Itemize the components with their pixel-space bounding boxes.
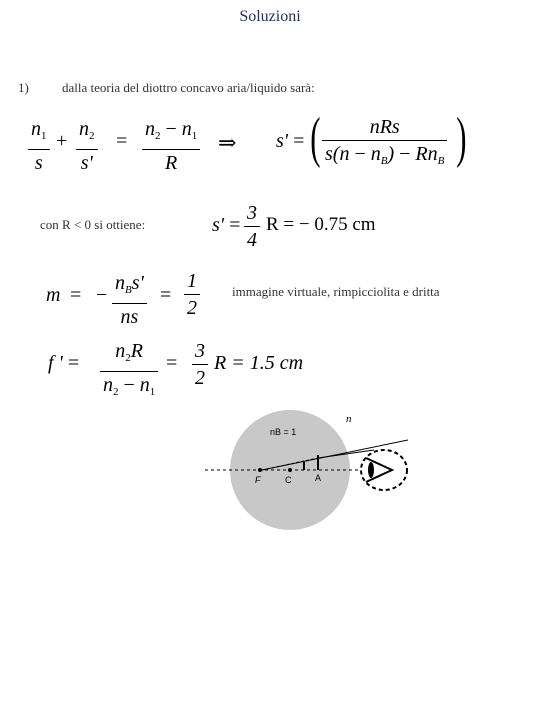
sprime-label: s' = — [276, 130, 305, 152]
fraction-nRs: nRs $s(n - n_B) - Rn_B$ — [322, 116, 447, 172]
right-paren: ) — [456, 107, 467, 169]
plus-sign: + — [56, 130, 68, 152]
fraction-1-2: 1 2 — [184, 270, 200, 319]
fraction-nBs-ns: $n_Bs'$ ns — [112, 272, 147, 328]
equals-sign-3: = — [160, 284, 172, 306]
implies-arrow: ⇒ — [218, 130, 237, 155]
item-number: 1) — [18, 80, 29, 95]
m-label: m — [46, 284, 61, 306]
condition-text: con R < 0 si ottiene: — [40, 217, 146, 232]
page-title: Soluzioni — [239, 8, 301, 25]
fraction-3-2: 3 2 — [192, 340, 208, 389]
minus-sign: − — [96, 284, 108, 306]
result-s-value: R = − 0.75 cm — [266, 214, 376, 235]
label-nB: nB = 1 — [270, 427, 297, 437]
eye-pupil — [368, 462, 374, 478]
fraction-n2-sprime: $n_2$ s' — [76, 118, 98, 174]
fraction-3-4: 3 4 — [244, 202, 260, 251]
equals-sign-2: = — [70, 284, 82, 306]
fraction-n2-minus-n1-R: $n_2 - n_1$ R — [142, 118, 200, 174]
sprime-eq: s' = — [212, 214, 241, 236]
intro-text: dalla teoria del diottro concavo aria/liquido sarà: — [62, 80, 315, 95]
label-C: C — [285, 475, 292, 485]
label-F: F — [255, 475, 261, 485]
label-n: n — [346, 413, 352, 425]
label-A: A — [315, 473, 322, 483]
equals-sign: = — [116, 130, 128, 152]
focus-point — [258, 468, 262, 472]
fraction-n1-s: $n_1$ s — [28, 118, 50, 174]
result-f-value: R = 1.5 cm — [214, 352, 304, 374]
eye-outline — [361, 450, 407, 490]
center-point — [288, 468, 292, 472]
image-comment: immagine virtuale, rimpicciolita e dritta — [232, 284, 440, 299]
fraction-n2R: $n_2R$ $n_2 - n_1$ — [100, 340, 158, 403]
equals-sign-4: = — [166, 352, 178, 374]
left-paren: ( — [310, 107, 321, 169]
fprime-label: f ' = — [48, 352, 80, 374]
